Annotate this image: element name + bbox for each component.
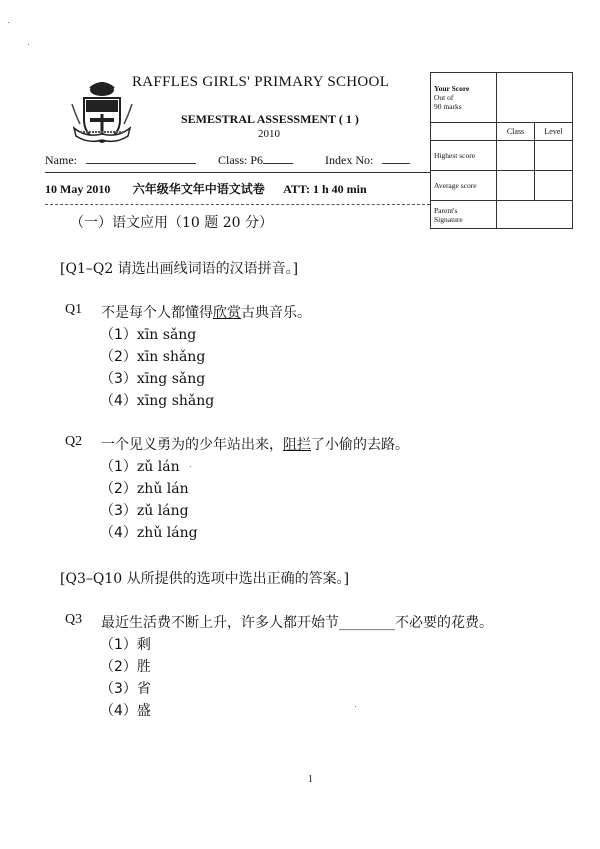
- class-blank[interactable]: [263, 152, 293, 164]
- option-text: zǔ lán: [136, 459, 180, 475]
- instruction-q1-q2: [Q1–Q2 请选出画线词语的汉语拼音。]: [60, 261, 299, 277]
- marks-label: 90 marks: [434, 102, 462, 111]
- question-number: Q1: [65, 302, 83, 317]
- highest-class-cell[interactable]: [497, 141, 535, 171]
- option[interactable]: [100, 346, 205, 366]
- question-text-part: 了小偷的去路。: [311, 437, 409, 453]
- option[interactable]: [100, 678, 151, 698]
- question-text-part: 一个见义勇为的少年站出来，: [101, 437, 283, 453]
- scan-speck: [355, 706, 356, 707]
- your-score-label: Your Score: [434, 84, 470, 93]
- instruction-q3-q10: [Q3–Q10 从所提供的选项中选出正确的答案。]: [60, 571, 350, 587]
- option-text: 胜: [136, 659, 151, 675]
- option-number: （3）: [100, 503, 137, 519]
- option[interactable]: [100, 478, 189, 498]
- question-number: Q2: [65, 434, 83, 449]
- header-empty-cell: [431, 123, 497, 141]
- option-text: xīn sǎng: [136, 327, 197, 343]
- index-blank[interactable]: [382, 152, 410, 164]
- option-number: （1）: [100, 327, 137, 343]
- name-field[interactable]: [45, 152, 196, 168]
- option[interactable]: [100, 656, 151, 676]
- option[interactable]: [100, 324, 196, 344]
- question-text: [101, 612, 493, 632]
- option-number: （3）: [100, 371, 137, 387]
- option-number: （4）: [100, 703, 137, 719]
- index-label: Index No:: [325, 153, 374, 167]
- option-number: （3）: [100, 681, 137, 697]
- question-text-part: 不是每个人都懂得: [101, 305, 213, 321]
- average-class-cell[interactable]: [497, 171, 535, 201]
- option-text: xīng shǎng: [136, 393, 215, 409]
- exam-info-line: [45, 180, 430, 197]
- class-field[interactable]: [218, 152, 293, 168]
- option-number: （4）: [100, 525, 137, 541]
- school-crest-logo: [70, 80, 134, 146]
- highest-score-label: Highest score: [431, 141, 497, 171]
- underlined-word: 欣赏: [213, 305, 241, 321]
- signature-text: Signature: [434, 214, 463, 224]
- option[interactable]: [100, 634, 151, 654]
- question-text: [101, 434, 409, 454]
- option[interactable]: [100, 500, 189, 520]
- class-column-header: Class: [497, 123, 535, 141]
- school-name: RAFFLES GIRLS' PRIMARY SCHOOL: [132, 74, 390, 90]
- exam-divider: [45, 204, 430, 205]
- question-text-part: 古典音乐。: [241, 305, 311, 321]
- page-number: 1: [308, 774, 313, 785]
- class-label: Class: P6: [218, 153, 264, 167]
- option-number: （2）: [100, 659, 137, 675]
- assessment-year: 2010: [258, 128, 280, 140]
- exam-title: 六年级华文年中语文试卷: [132, 182, 265, 196]
- parent-signature-entry[interactable]: [497, 201, 573, 229]
- option-text: xīng sǎng: [136, 371, 206, 387]
- question-number: Q3: [65, 612, 83, 627]
- header-divider: [45, 172, 430, 173]
- name-label: Name:: [45, 153, 77, 167]
- option[interactable]: [100, 456, 180, 476]
- assessment-title: SEMESTRAL ASSESSMENT ( 1 ): [181, 112, 359, 126]
- option-text: zhǔ láng: [136, 525, 198, 541]
- section-title: （一）语文应用（10 题 20 分）: [70, 215, 273, 231]
- question-text: [101, 302, 311, 322]
- level-column-header: Level: [535, 123, 573, 141]
- exam-date: 10 May 2010: [45, 182, 111, 196]
- question-text-part: 不必要的花费。: [395, 615, 493, 631]
- option[interactable]: [100, 368, 205, 388]
- option[interactable]: [100, 700, 151, 720]
- option-text: 剩: [136, 637, 151, 653]
- score-entry[interactable]: [497, 73, 573, 123]
- option-number: （1）: [100, 459, 137, 475]
- name-blank[interactable]: [86, 152, 196, 164]
- scan-speck: [28, 44, 29, 45]
- option-number: （2）: [100, 349, 137, 365]
- exam-duration: ATT: 1 h 40 min: [283, 182, 367, 196]
- option-text: zhǔ lán: [136, 481, 189, 497]
- option-text: zǔ láng: [136, 503, 189, 519]
- option-number: （1）: [100, 637, 137, 653]
- option-text: 省: [136, 681, 151, 697]
- scan-speck: [190, 466, 191, 467]
- scan-speck: [8, 22, 9, 23]
- question-text-part: 最近生活费不断上升，许多人都开始节: [101, 615, 339, 631]
- parents-text: Parent's: [434, 205, 458, 215]
- score-table: [430, 72, 573, 229]
- option-number: （2）: [100, 481, 137, 497]
- option[interactable]: [100, 522, 198, 542]
- option-number: （4）: [100, 393, 137, 409]
- index-field[interactable]: [325, 152, 410, 168]
- option-text: xīn shǎng: [136, 349, 206, 365]
- highest-level-cell[interactable]: [535, 141, 573, 171]
- out-of-label: Out of: [434, 93, 454, 102]
- answer-blank: ________: [339, 615, 395, 631]
- underlined-word: 阻拦: [283, 437, 311, 453]
- option[interactable]: [100, 390, 214, 410]
- average-score-label: Average score: [431, 171, 497, 201]
- option-text: 盛: [136, 703, 151, 719]
- parent-signature-label: [431, 201, 497, 229]
- average-level-cell[interactable]: [535, 171, 573, 201]
- your-score-cell: [431, 73, 497, 123]
